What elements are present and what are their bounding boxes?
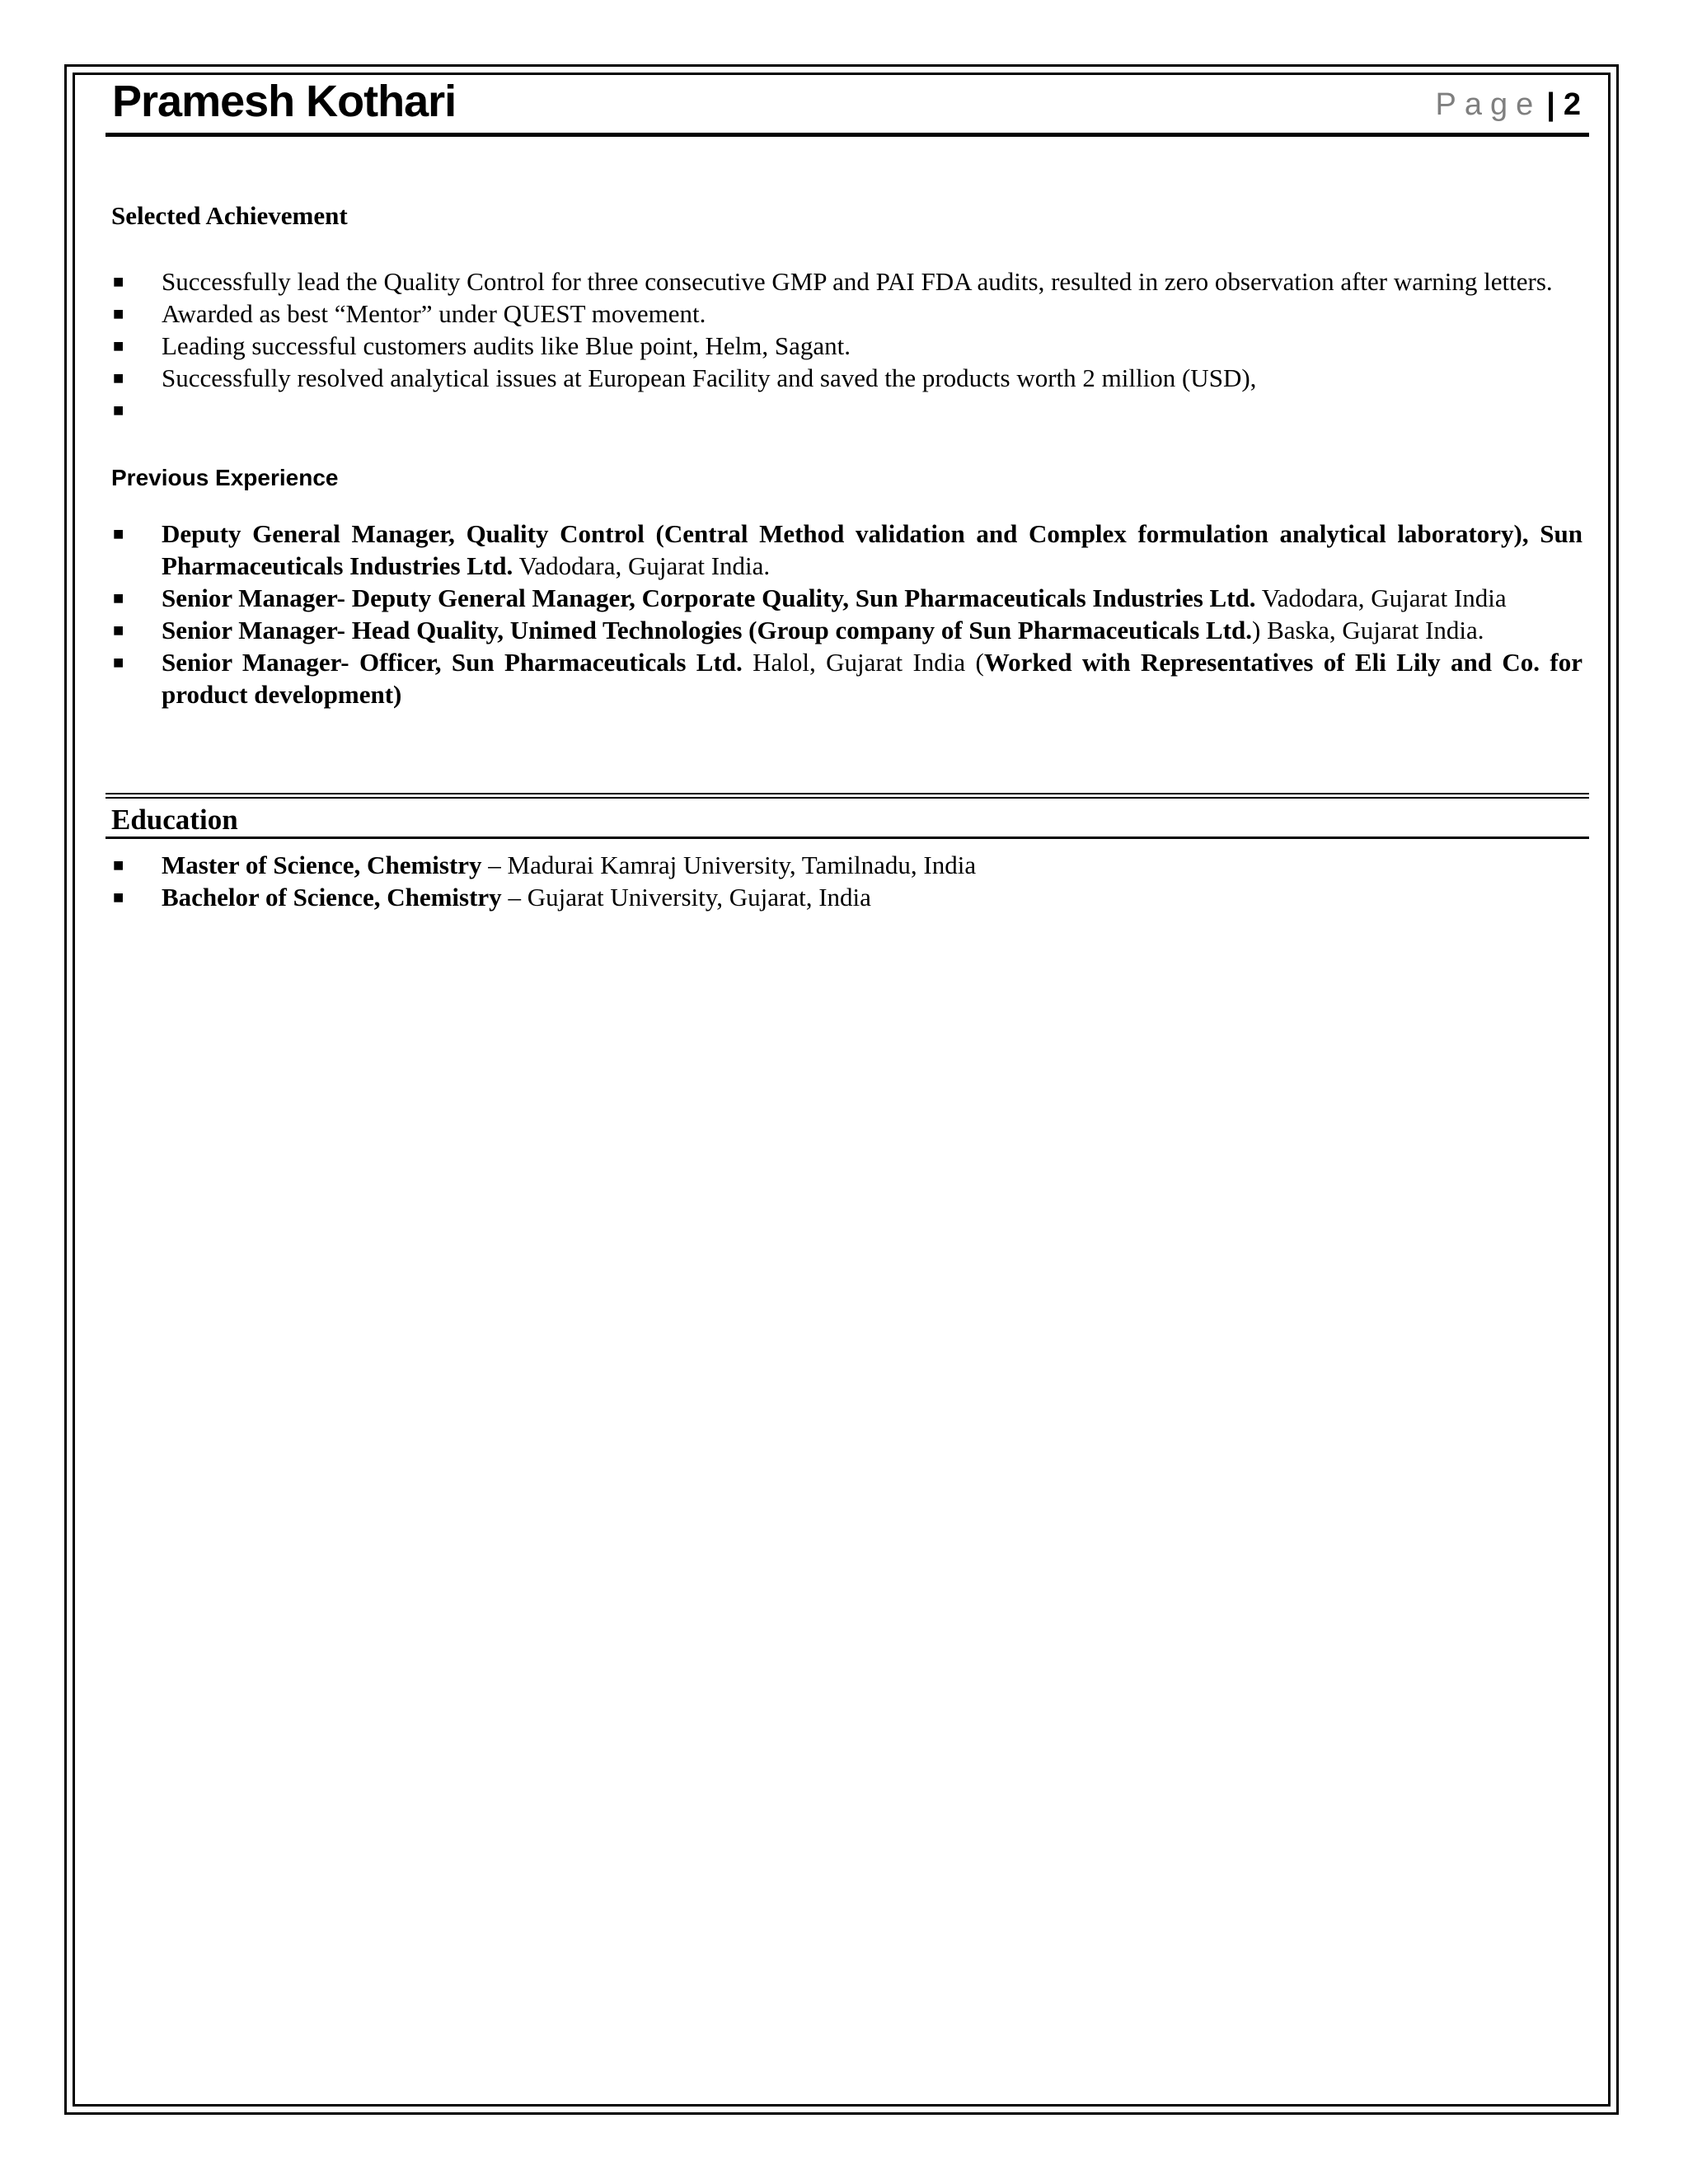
bullet-icon: ■ [113,335,124,356]
list-item: ■ Master of Science, Chemistry – Madurai Kamraj University, Tamilnadu, India [113,851,977,879]
bullet-icon: ■ [113,271,124,292]
page-number: 2 [1563,87,1581,122]
education-list [111,849,1582,913]
bullet-icon: ■ [113,855,124,875]
page-indicator [1435,87,1581,123]
bullet-icon: ■ [113,652,124,673]
experience-title: Previous Experience [111,465,339,490]
bullet-icon: ■ [113,588,124,608]
bullet-icon: ■ [113,303,124,324]
page-header [106,73,1589,137]
bullet-icon: ■ [113,620,124,640]
list-item: ■ Senior Manager- Deputy General Manager, Corporate Quality, Sun Pharmaceuticals Industries Ltd. Vadodara, Gujarat India [113,583,1507,612]
list-item: ■ Awarded as best “Mentor” under QUEST movement. [113,299,706,328]
list-item: ■ Successfully lead the Quality Control for three consecutive GMP and PAI FDA audits, resulted in zero observation after warning letters. [113,267,1553,296]
list-item [111,394,1582,426]
achievements-list [111,265,1582,426]
education-header [106,793,1589,839]
bullet-icon: ■ [113,400,124,420]
list-item: ■ Leading successful customers audits like Blue point, Helm, Sagant. [113,331,851,360]
education-title: Education [111,804,238,836]
bullet-icon: ■ [113,887,124,907]
list-item: ■ Senior Manager- Head Quality, Unimed Technologies (Group company of Sun Pharmaceuticals Ltd.) Baska, Gujarat India. [113,616,1484,644]
experience-list [111,518,1582,710]
achievements-title: Selected Achievement [111,201,348,230]
bullet-icon: ■ [113,368,124,388]
list-item: ■ Senior Manager- Officer, Sun Pharmaceuticals Ltd. Halol, Gujarat India (Worked with Representatives of Eli Lily and Co. for product development) [113,648,1582,709]
page-word: Page [1435,87,1542,122]
list-item: ■ Deputy General Manager, Quality Control (Central Method validation and Complex formulation analytical laboratory), Sun Pharmaceuticals Industries Ltd. Vadodara, Gujarat India. [113,519,1582,580]
candidate-name: Pramesh Kothari [112,77,457,126]
list-item: ■ Successfully resolved analytical issues at European Facility and saved the products worth 2 million (USD), [113,363,1257,392]
page-separator: | [1546,87,1555,122]
bullet-icon: ■ [113,523,124,544]
list-item: ■ Bachelor of Science, Chemistry – Gujarat University, Gujarat, India [113,883,871,912]
